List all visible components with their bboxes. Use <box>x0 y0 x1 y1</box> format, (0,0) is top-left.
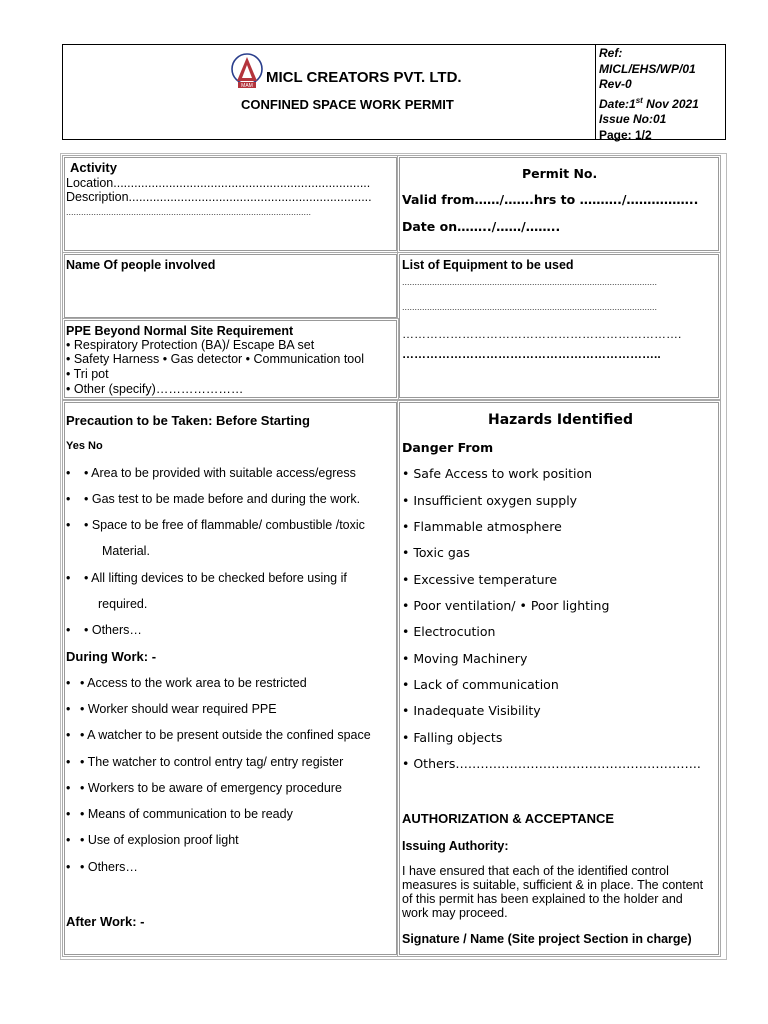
authorization-heading: AUTHORIZATION & ACCEPTANCE <box>402 811 615 826</box>
ppe-line-1: • Respiratory Protection (BA)/ Escape BA set <box>66 338 315 352</box>
precaution-before-2: • Gas test to be made before and during the work. <box>84 492 361 506</box>
precaution-before-1: • Area to be provided with suitable access/egress <box>84 466 356 480</box>
description-extra-line[interactable]: .................................................................................................. <box>66 207 312 217</box>
checkbox-bullet[interactable]: • <box>66 466 71 480</box>
logo-text: MAM <box>241 83 253 89</box>
authorization-text-3: of this permit has been explained to the holder and <box>402 892 683 906</box>
hazards-heading: Hazards Identified <box>488 412 633 428</box>
signature-field[interactable]: Signature / Name (Site project Section in charge) <box>402 932 692 946</box>
revision: Rev-0 <box>599 77 632 91</box>
hazard-item[interactable]: • Toxic gas <box>402 545 470 560</box>
danger-from-label: Danger From <box>402 440 494 455</box>
equipment-cell <box>399 254 719 398</box>
checkbox-bullet[interactable]: • <box>66 623 71 637</box>
hazard-item[interactable]: • Electrocution <box>402 624 496 639</box>
precaution-during-6: • Means of communication to be ready <box>80 807 293 821</box>
equipment-heading: List of Equipment to be used <box>402 258 574 272</box>
authorization-text-1: I have ensured that each of the identified control <box>402 864 669 878</box>
precautions-heading: Precaution to be Taken: Before Starting <box>66 413 310 428</box>
checkbox-bullet[interactable]: • <box>66 676 71 690</box>
checkbox-bullet[interactable]: • <box>66 807 71 821</box>
hazard-item-others[interactable]: • Others………………………………………………….. <box>402 756 701 771</box>
yes-no-label: Yes No <box>66 440 103 452</box>
ref-code: MICL/EHS/WP/01 <box>599 61 696 76</box>
date-on-field[interactable]: Date on……../……/…….. <box>402 219 561 234</box>
permit-header <box>62 44 726 140</box>
hazard-item[interactable]: • Insufficient oxygen supply <box>402 493 578 508</box>
authorization-text-2: measures is suitable, sufficient & in place. The content <box>402 878 704 892</box>
checkbox-bullet[interactable]: • <box>66 702 71 716</box>
checkbox-bullet[interactable]: • <box>66 492 71 506</box>
precaution-during-5: • Workers to be aware of emergency procedure <box>80 781 342 795</box>
checkbox-bullet[interactable]: • <box>66 571 71 585</box>
hazard-item[interactable]: • Moving Machinery <box>402 651 528 666</box>
precaution-before-4: • All lifting devices to be checked before using if <box>84 571 347 585</box>
hazard-item[interactable]: • Poor ventilation/ • Poor lighting <box>402 598 610 613</box>
precaution-during-1: • Access to the work area to be restricted <box>80 676 307 690</box>
location-field[interactable]: Location.......................................................................... <box>66 176 371 190</box>
activity-heading: Activity <box>70 160 117 175</box>
equipment-line-3[interactable]: ……………………………………………………………. <box>402 327 682 341</box>
checkbox-bullet[interactable]: • <box>66 755 71 769</box>
checkbox-bullet[interactable]: • <box>66 728 71 742</box>
header-divider <box>595 45 596 139</box>
hazard-item[interactable]: • Lack of communication <box>402 677 559 692</box>
during-work-heading: During Work: - <box>66 649 157 664</box>
permit-title: CONFINED SPACE WORK PERMIT <box>241 97 454 112</box>
hazard-item[interactable]: • Inadequate Visibility <box>402 703 541 718</box>
precaution-during-7: • Use of explosion proof light <box>80 833 239 847</box>
hazard-item[interactable]: • Excessive temperature <box>402 572 558 587</box>
checkbox-bullet[interactable]: • <box>66 518 71 532</box>
equipment-line-4[interactable]: ……………………………………………………….. <box>402 347 661 361</box>
precaution-before-3: • Space to be free of flammable/ combustible /toxic <box>84 518 365 532</box>
precaution-during-8: • Others… <box>80 860 138 874</box>
company-name: MICL CREATORS PVT. LTD. <box>266 69 462 86</box>
checkbox-bullet[interactable]: • <box>66 781 71 795</box>
precaution-during-3: • A watcher to be present outside the confined space <box>80 728 371 742</box>
people-heading: Name Of people involved <box>66 258 216 272</box>
hazard-item[interactable]: • Safe Access to work position <box>402 466 593 481</box>
company-logo <box>229 51 267 93</box>
description-field[interactable]: Description...................................................................... <box>66 190 372 204</box>
after-work-heading: After Work: - <box>66 914 145 929</box>
ppe-line-3: • Tri pot <box>66 367 109 381</box>
equipment-line-1[interactable]: ...................................................................................................... <box>402 277 658 287</box>
hazard-item[interactable]: • Flammable atmosphere <box>402 519 562 534</box>
precaution-before-5: • Others… <box>84 623 142 637</box>
checkbox-bullet[interactable]: • <box>66 860 71 874</box>
equipment-line-2[interactable]: ...................................................................................................... <box>402 302 658 312</box>
issuing-authority-label: Issuing Authority: <box>402 839 509 853</box>
issue-date: Date:1st Nov 2021 <box>599 95 699 111</box>
precaution-during-2: • Worker should wear required PPE <box>80 702 277 716</box>
ppe-line-4[interactable]: • Other (specify)………………… <box>66 382 244 396</box>
ppe-line-2: • Safety Harness • Gas detector • Communication tool <box>66 352 364 366</box>
precaution-before-3-cont: Material. <box>102 544 150 558</box>
ppe-heading: PPE Beyond Normal Site Requirement <box>66 324 294 338</box>
page-number: Page: 1/2 <box>599 127 652 142</box>
permit-number[interactable]: Permit No. <box>522 166 598 181</box>
authorization-text-4: work may proceed. <box>402 906 508 920</box>
precaution-before-4-cont: required. <box>98 597 148 611</box>
checkbox-bullet[interactable]: • <box>66 833 71 847</box>
ref-label: Ref: <box>599 46 623 60</box>
valid-from-field[interactable]: Valid from……/…….hrs to ………./…………….. <box>402 192 699 207</box>
issue-number: Issue No:01 <box>599 112 667 126</box>
precaution-during-4: • The watcher to control entry tag/ entry register <box>80 755 344 769</box>
hazard-item[interactable]: • Falling objects <box>402 730 503 745</box>
reference-block <box>599 46 699 143</box>
